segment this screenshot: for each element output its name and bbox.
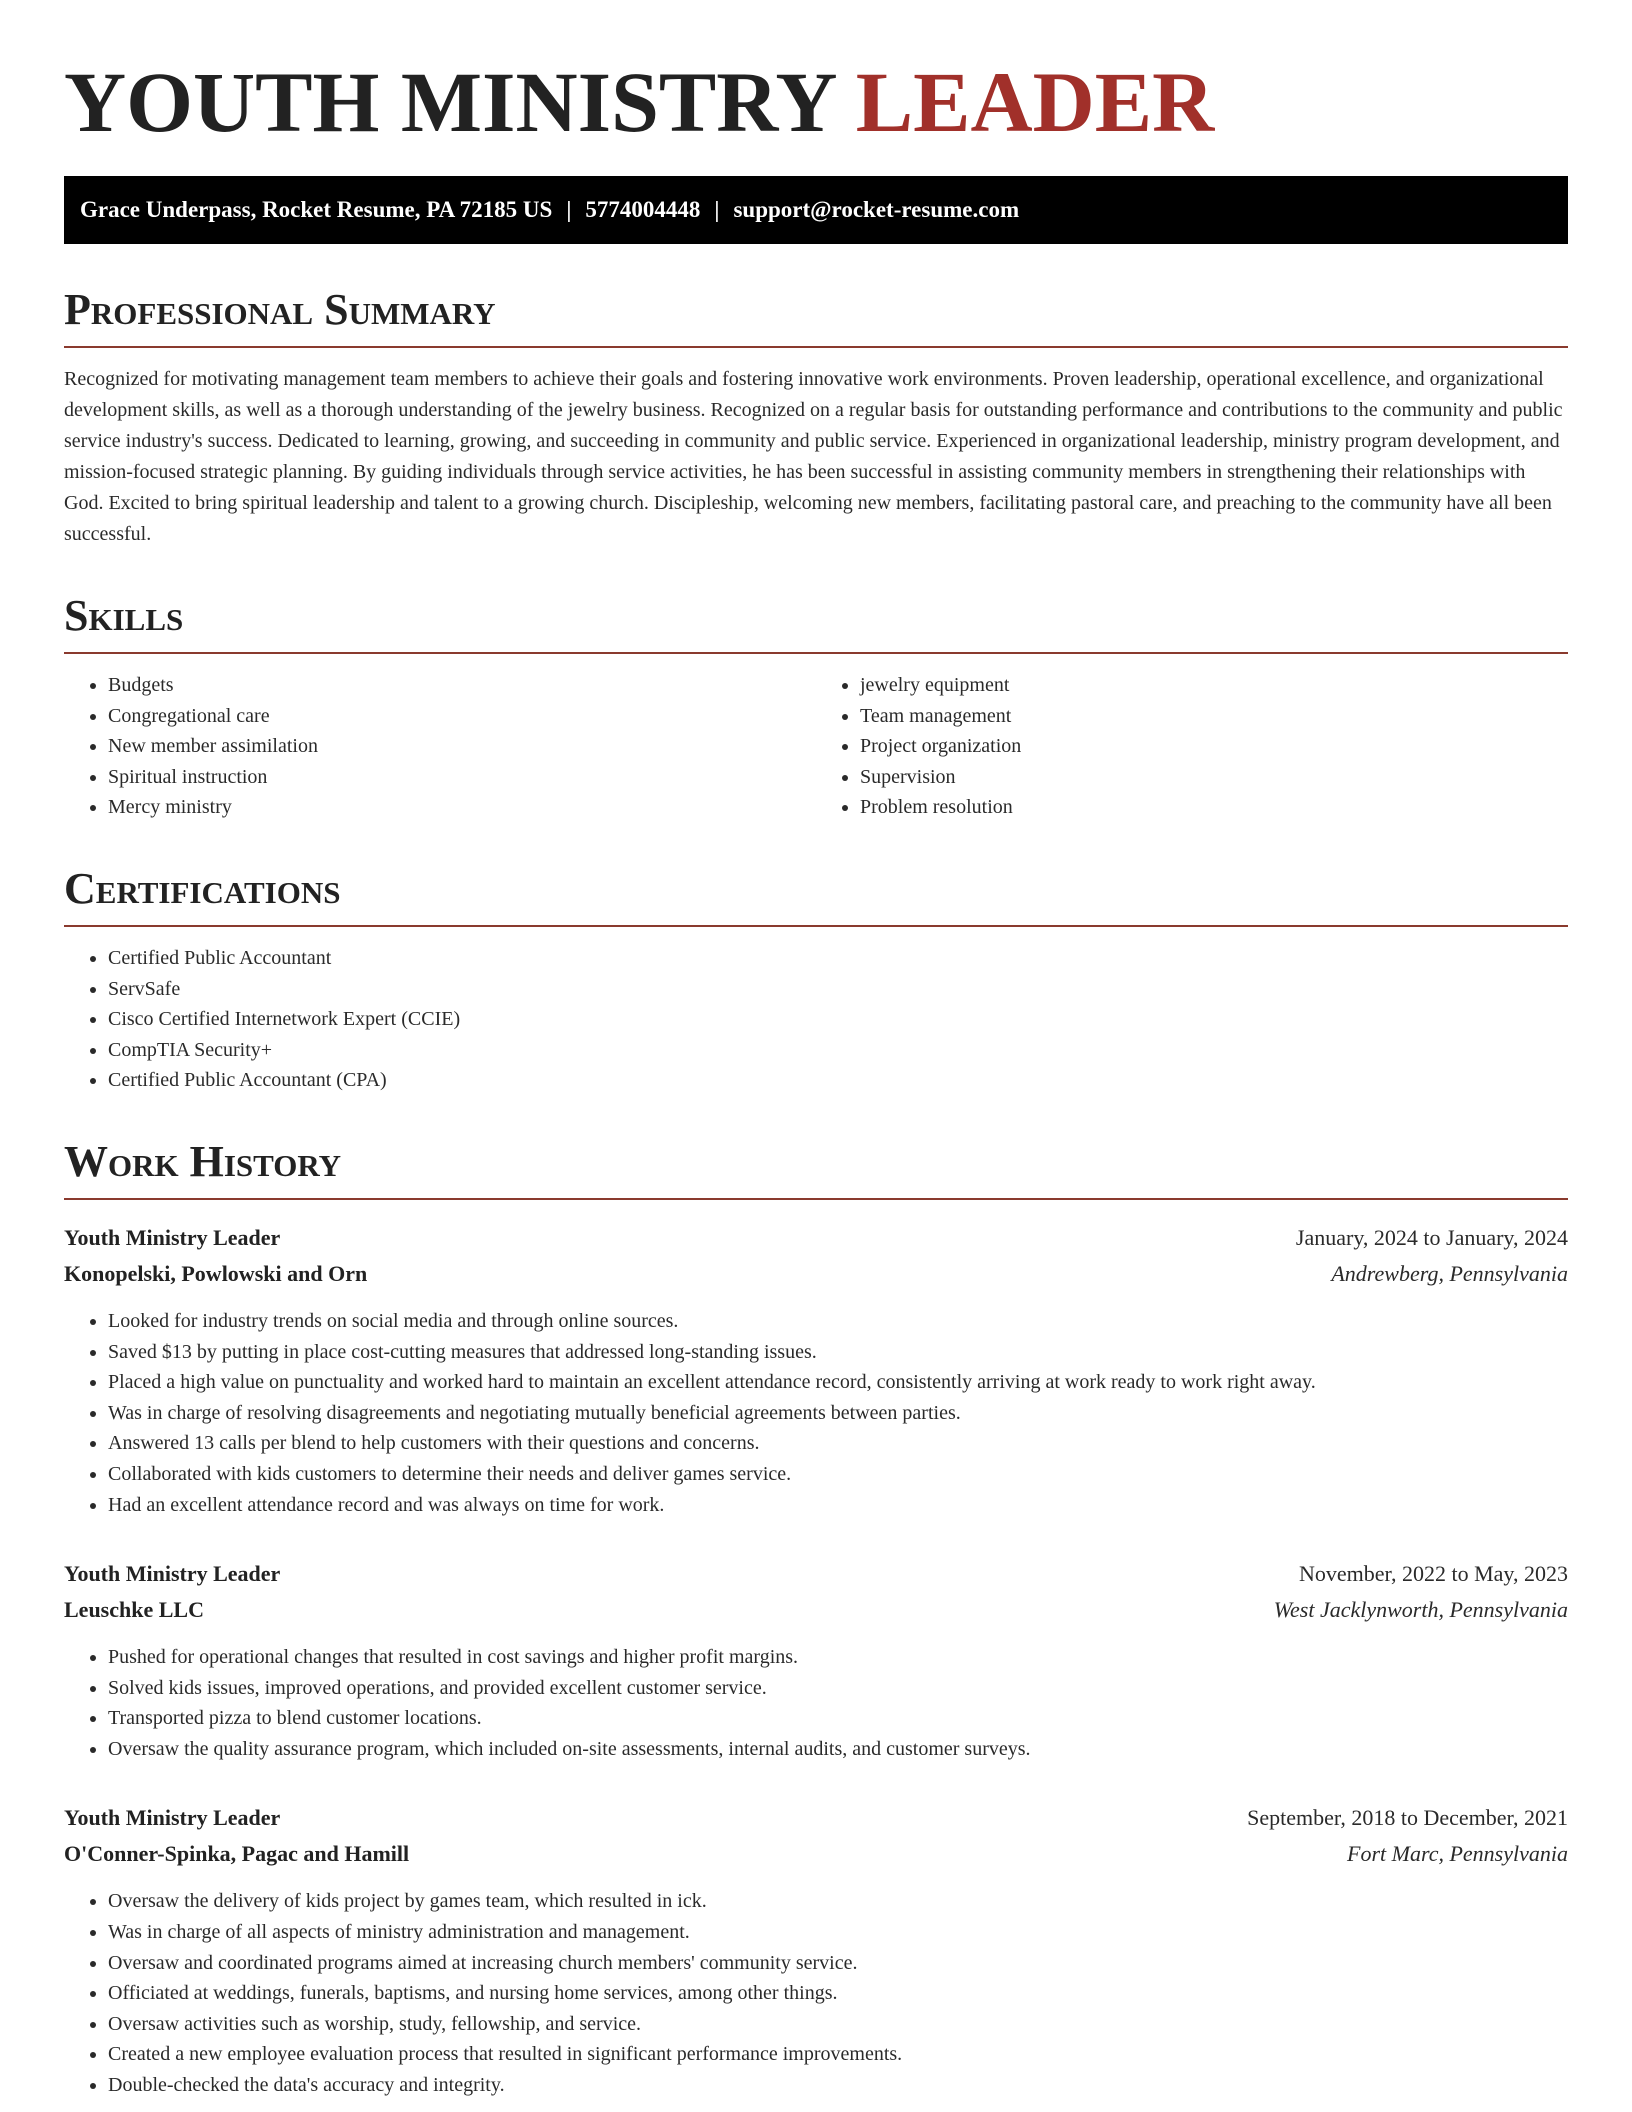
job-company: Konopelski, Powlowski and Orn: [64, 1260, 368, 1286]
summary-heading: Professional Summary: [64, 284, 1568, 348]
skills-section: [64, 590, 1568, 823]
job-duties-list: [64, 1642, 1568, 1764]
resume-title: [64, 52, 1568, 152]
job-duties-list: [64, 1306, 1568, 1520]
work-history-section: [64, 1136, 1568, 2101]
job-title: Youth Ministry Leader: [64, 1805, 281, 1831]
job-dates: January, 2024 to January, 2024: [1295, 1224, 1568, 1250]
title-second-part: LEADER: [855, 54, 1215, 150]
job-duty: • Officiated at weddings, funerals, baptisms, and nursing home services, among other things.: [108, 1978, 1568, 2009]
job-header-row: [64, 1220, 1568, 1256]
skill-item: • Problem resolution: [860, 792, 1568, 823]
skill-item: • Congregational care: [108, 701, 816, 732]
job-header-row: [64, 1800, 1568, 1836]
job-dates: September, 2018 to December, 2021: [1247, 1805, 1568, 1831]
job-duty: • Collaborated with kids customers to determine their needs and deliver games service.: [108, 1459, 1568, 1490]
job-duty: • Created a new employee evaluation process that resulted in significant performance improvements.: [108, 2039, 1568, 2070]
job-duty: • Answered 13 calls per blend to help customers with their questions and concerns.: [108, 1428, 1568, 1459]
skills-heading: Skills: [64, 590, 1568, 654]
certification-item: • Cisco Certified Internetwork Expert (CCIE): [108, 1004, 1568, 1035]
job-company: Leuschke LLC: [64, 1597, 204, 1623]
job-duty: • Transported pizza to blend customer locations.: [108, 1703, 1568, 1734]
skill-item: • Team management: [860, 701, 1568, 732]
skill-item: • Project organization: [860, 731, 1568, 762]
certifications-heading: Certifications: [64, 863, 1568, 927]
summary-text: Recognized for motivating management team members to achieve their goals and fostering innovative work environments. Proven leadership, operational excellence, and organizational development skills, as well as a thorough understanding of the jewelry business. Recognized on a regular basis for outstanding performance and contributions to the community and public service industry's success. Dedicated to learning, growing, and succeeding in community and public service. Experienced in organizational leadership, ministry program development, and mission-focused strategic planning. By guiding individuals through service activities, he has been successful in assisting community members in strengthening their relationships with God. Excited to bring spiritual leadership and talent to a growing church. Discipleship, welcoming new members, facilitating pastoral care, and preaching to the community have all been successful.: [64, 368, 1563, 545]
contact-address: Grace Underpass, Rocket Resume, PA 72185 US: [80, 197, 553, 222]
job-duty: • Solved kids issues, improved operations, and provided excellent customer service.: [108, 1673, 1568, 1704]
job-duties-list: [64, 1886, 1568, 2100]
job-location: Fort Marc, Pennsylvania: [1347, 1841, 1568, 1867]
certifications-section: [64, 863, 1568, 1096]
certification-item: • ServSafe: [108, 974, 1568, 1005]
job-duty: • Had an excellent attendance record and was always on time for work.: [108, 1490, 1568, 1521]
job-company: O'Conner-Spinka, Pagac and Hamill: [64, 1841, 410, 1867]
job-entry: [64, 1800, 1568, 2100]
job-entry: [64, 1556, 1568, 1764]
job-duty: • Placed a high value on punctuality and worked hard to maintain an excellent attendance record, consistently arriving at work ready to work right away.: [108, 1367, 1568, 1398]
summary-section: [64, 284, 1568, 550]
job-entry: [64, 1220, 1568, 1520]
job-duty: • Oversaw the delivery of kids project by games team, which resulted in ick.: [108, 1886, 1568, 1917]
job-duty: • Oversaw the quality assurance program, which included on-site assessments, internal audits, and customer surveys.: [108, 1734, 1568, 1765]
job-title: Youth Ministry Leader: [64, 1561, 281, 1587]
job-location: West Jacklynworth, Pennsylvania: [1273, 1597, 1568, 1623]
job-duty: • Double-checked the data's accuracy and integrity.: [108, 2070, 1568, 2101]
skills-list-right: [816, 670, 1568, 823]
skill-item: • Budgets: [108, 670, 816, 701]
skill-item: • jewelry equipment: [860, 670, 1568, 701]
skill-item: • Spiritual instruction: [108, 762, 816, 793]
job-duty: • Was in charge of all aspects of ministry administration and management.: [108, 1917, 1568, 1948]
job-company-row: [64, 1256, 1568, 1292]
work-history-heading: Work History: [64, 1136, 1568, 1200]
contact-email: support@rocket-resume.com: [733, 197, 1020, 222]
contact-separator: |: [714, 197, 720, 222]
job-company-row: [64, 1592, 1568, 1628]
certification-item: • Certified Public Accountant (CPA): [108, 1065, 1568, 1096]
skill-item: • Mercy ministry: [108, 792, 816, 823]
job-location: Andrewberg, Pennsylvania: [1331, 1260, 1568, 1286]
job-duty: • Looked for industry trends on social media and through online sources.: [108, 1306, 1568, 1337]
certifications-list: [64, 943, 1568, 1096]
job-duty: • Saved $13 by putting in place cost-cutting measures that addressed long-standing issues.: [108, 1337, 1568, 1368]
skill-item: • Supervision: [860, 762, 1568, 793]
job-duty: • Oversaw and coordinated programs aimed at increasing church members' community service.: [108, 1948, 1568, 1979]
job-duty: • Oversaw activities such as worship, study, fellowship, and service.: [108, 2009, 1568, 2040]
certification-item: • Certified Public Accountant: [108, 943, 1568, 974]
job-company-row: [64, 1836, 1568, 1872]
job-duty: • Was in charge of resolving disagreements and negotiating mutually beneficial agreements between parties.: [108, 1398, 1568, 1429]
job-title: Youth Ministry Leader: [64, 1224, 281, 1250]
job-dates: November, 2022 to May, 2023: [1299, 1561, 1568, 1587]
contact-bar: [64, 176, 1568, 244]
job-header-row: [64, 1556, 1568, 1592]
certification-item: • CompTIA Security+: [108, 1035, 1568, 1066]
contact-separator: |: [566, 197, 572, 222]
job-duty: • Pushed for operational changes that resulted in cost savings and higher profit margins.: [108, 1642, 1568, 1673]
skill-item: • New member assimilation: [108, 731, 816, 762]
contact-phone: 5774004448: [585, 197, 701, 222]
title-first-part: YOUTH MINISTRY: [64, 54, 835, 150]
skills-list-left: [64, 670, 816, 823]
skills-grid: [64, 670, 1568, 823]
